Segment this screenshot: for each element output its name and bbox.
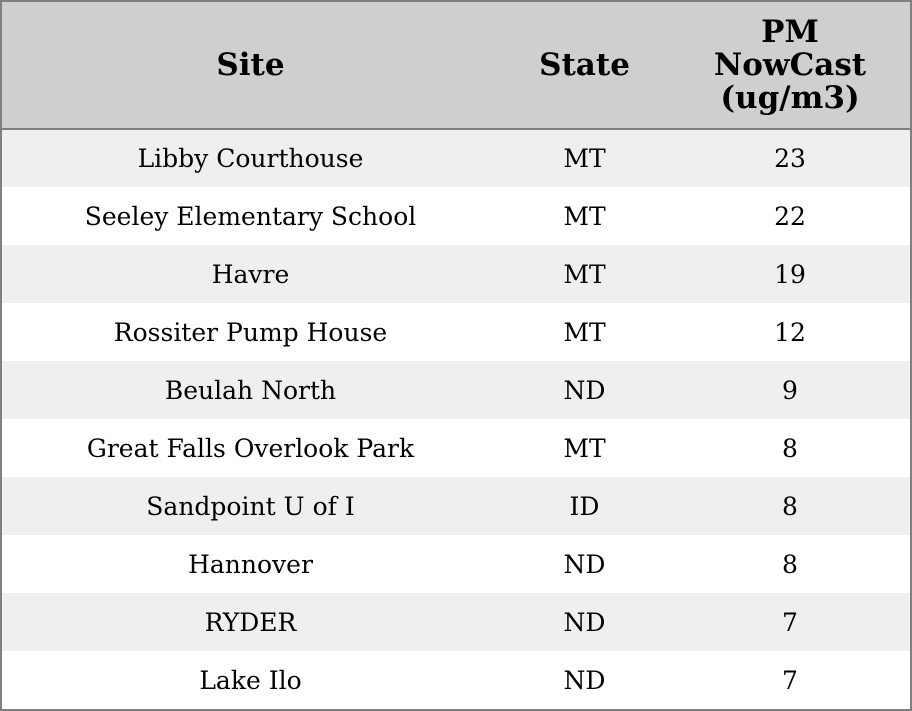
- cell-pm-nowcast: 12: [774, 317, 806, 347]
- cell-pm-nowcast: 7: [782, 665, 798, 695]
- column-header-site: [2, 2, 499, 129]
- cell-state: ND: [563, 607, 606, 637]
- table-body: [2, 129, 910, 709]
- cell-site: Beulah North: [164, 375, 337, 405]
- cell-state: MT: [563, 317, 606, 347]
- cell-site: Lake Ilo: [199, 665, 302, 695]
- cell-state: MT: [563, 433, 606, 463]
- column-header-state-label: State: [539, 46, 630, 83]
- column-header-pm-nowcast: [670, 2, 910, 129]
- cell-pm-nowcast: 8: [782, 433, 798, 463]
- cell-site: Great Falls Overlook Park: [86, 433, 415, 463]
- cell-pm-nowcast: 22: [774, 201, 806, 231]
- column-header-state: [499, 2, 670, 129]
- cell-pm-nowcast: 7: [782, 607, 798, 637]
- cell-state: ND: [563, 549, 606, 579]
- cell-state: ID: [569, 491, 600, 521]
- cell-state: MT: [563, 201, 606, 231]
- cell-site: Seeley Elementary School: [84, 201, 417, 231]
- table-row: [2, 187, 910, 245]
- column-header-site-label: Site: [216, 46, 285, 83]
- cell-site: RYDER: [204, 607, 297, 637]
- table-row: [2, 651, 910, 709]
- column-header-pm-line-3: (ug/m3): [720, 79, 860, 116]
- table-row: [2, 477, 910, 535]
- cell-state: MT: [563, 144, 606, 173]
- column-header-pm-line-1: PM: [761, 13, 819, 50]
- cell-site: Libby Courthouse: [137, 144, 364, 173]
- cell-state: ND: [563, 665, 606, 695]
- cell-pm-nowcast: 8: [782, 549, 798, 579]
- column-header-pm-line-2: NowCast: [713, 46, 867, 83]
- cell-pm-nowcast: 8: [782, 491, 798, 521]
- table-row: [2, 593, 910, 651]
- table-row: [2, 245, 910, 303]
- table-row: [2, 361, 910, 419]
- cell-site: Hannover: [188, 549, 313, 579]
- header-row: [2, 2, 910, 129]
- table-row: [2, 535, 910, 593]
- cell-site: Rossiter Pump House: [113, 317, 388, 347]
- cell-state: ND: [563, 375, 606, 405]
- cell-state: MT: [563, 259, 606, 289]
- cell-pm-nowcast: 9: [782, 375, 798, 405]
- cell-site: Havre: [211, 259, 290, 289]
- table-row: [2, 303, 910, 361]
- table-row: [2, 129, 910, 187]
- data-table: [2, 2, 910, 709]
- cell-site: Sandpoint U of I: [146, 491, 355, 521]
- table-row: [2, 419, 910, 477]
- cell-pm-nowcast: 19: [774, 259, 806, 289]
- cell-pm-nowcast: 23: [774, 144, 806, 173]
